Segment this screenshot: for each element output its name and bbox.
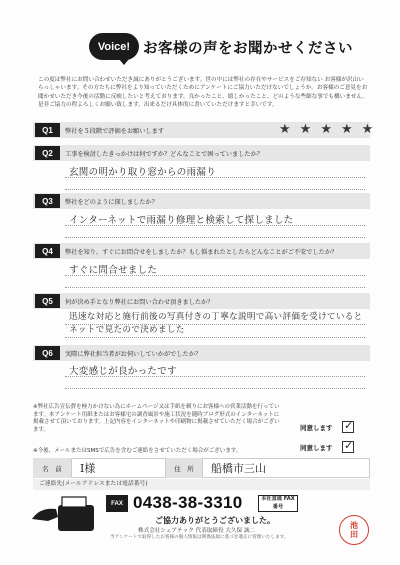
- name-address-row: [33, 458, 370, 478]
- check-icon: ✓: [344, 439, 354, 452]
- question-header: [33, 122, 374, 138]
- check-icon: ✓: [344, 419, 354, 432]
- answer-text[interactable]: 大変感じが良かったです: [69, 366, 177, 377]
- fax-number: 0438-38-3310: [133, 493, 243, 512]
- question-header: [33, 293, 370, 309]
- answer-line: [65, 388, 365, 389]
- voice-badge: Voice!: [89, 33, 139, 60]
- question-text: 実際に弊社担当者がお伺いしていかがでしたか？: [65, 351, 202, 358]
- question-badge: Q6: [35, 346, 60, 360]
- name-field[interactable]: I様: [71, 458, 166, 478]
- thanks-message: ご協力ありがとうございました。: [155, 516, 275, 525]
- stamp-char: 田: [350, 529, 358, 539]
- rating-stars[interactable]: [279, 123, 373, 137]
- company-line: 株式会社シェアテック 代表取締役 大久保 誠二: [138, 528, 256, 534]
- question-badge: Q5: [35, 294, 60, 308]
- stamp-char: 池: [350, 520, 358, 530]
- name-label: 名 前: [33, 458, 71, 478]
- question-header: [33, 145, 370, 161]
- question-badge: Q3: [35, 194, 60, 208]
- question-header: [33, 345, 370, 361]
- fax-machine-icon: [28, 493, 98, 533]
- star-icon[interactable]: ★: [361, 122, 374, 137]
- answer-line: [65, 237, 365, 238]
- star-icon[interactable]: ★: [340, 122, 353, 137]
- fax-badge: FAX: [106, 495, 128, 512]
- answer-line: [65, 189, 365, 190]
- question-badge: Q2: [35, 146, 60, 160]
- fax-note: 本社直通 FAX番号: [258, 495, 298, 512]
- page-title: お客様の声をお聞かせください: [143, 41, 353, 57]
- question-text: 弊社を知り、すぐにお問合せをしましたか？もし悩まれたとしたらどんなことがご不安でしたか？: [65, 249, 338, 256]
- question-badge: Q4: [35, 244, 60, 258]
- answer-line: [65, 337, 365, 338]
- answer-line: [65, 324, 365, 325]
- answer-text[interactable]: インターネットで雨漏り修理と検索して探しました: [69, 215, 294, 226]
- star-icon[interactable]: ★: [299, 122, 312, 137]
- answer-text[interactable]: すぐに問合せました: [69, 265, 158, 276]
- publication-note: ※弊社広告宣伝費を極力かけない為にホームページ又は手紙を頼りにお客様への営業活動を行っています。本アンケート用紙またはお客様宅の調査風景や施工状況を随時ブログ形式のインターネットに掲載させて頂いております。上記内容をインターネットや印刷物に掲載させていただく場合がございます。: [33, 404, 280, 433]
- star-icon[interactable]: ★: [279, 122, 291, 137]
- question-text: 何が決め手となり弊社にお問い合わせ頂きましたか？: [65, 299, 214, 306]
- answer-text[interactable]: 迅速な対応と施行前後の写真付きの丁寧な説明で高い評価を受けているとネットで見たので決めました: [69, 312, 363, 335]
- contact-field[interactable]: ご連絡先(メールアドレスまたは電話番号): [33, 479, 370, 490]
- question-text: 弊社を５段階で評価をお願いします: [65, 128, 164, 135]
- agree-checkbox-publication[interactable]: [342, 421, 354, 433]
- answer-line: [65, 275, 365, 276]
- question-text: 弊社をどのように探しましたか？: [65, 199, 158, 206]
- answer-line: [65, 287, 365, 288]
- question-header: [33, 243, 370, 259]
- contact-note: ※今後、メールまたはSMSで広告を含むご連絡をさせていただく場合がございます。: [33, 448, 242, 454]
- agree-label-contact: 同意します: [300, 444, 333, 452]
- question-text: 工事を検討したきっかけは何ですか？どんなことで困っていましたか？: [65, 151, 263, 158]
- question-header: [33, 193, 370, 209]
- address-label: 住 所: [166, 458, 202, 478]
- answer-line: [65, 225, 365, 226]
- answer-text[interactable]: 玄関の明かり取り窓からの雨漏り: [69, 167, 217, 178]
- answer-line: [65, 177, 365, 178]
- address-field[interactable]: 船橋市三山: [202, 458, 370, 478]
- privacy-disclaimer: 当アンケートで取得したお客様の個人情報は関係法規に基づき適正に管理いたします。: [110, 535, 289, 540]
- hanko-stamp: [339, 515, 369, 545]
- star-icon[interactable]: ★: [320, 122, 332, 137]
- intro-text: この度は弊社にお問い合わせいただき誠にありがとうございます。世の中には弊社の存在やサービスをご存知ない お客様が沢山いらっしゃいます。その方たちに弊社をより知っていただくためにアンケートにご協力いただけないでしょうか。お客様のご意見をお聞かせいただき今後の活動に反映したいと考えております。良かったこと、嬉しかったこと、どのような些細な事でも構いません。是非ご協力の程よろしくお願い致します。出来るだけ具体的に書いていただけますと幸いです。: [38, 77, 368, 108]
- agree-label-publication: 同意します: [300, 424, 333, 432]
- agree-checkbox-contact[interactable]: [342, 441, 354, 453]
- question-badge: Q1: [35, 123, 60, 137]
- answer-line: [65, 376, 365, 377]
